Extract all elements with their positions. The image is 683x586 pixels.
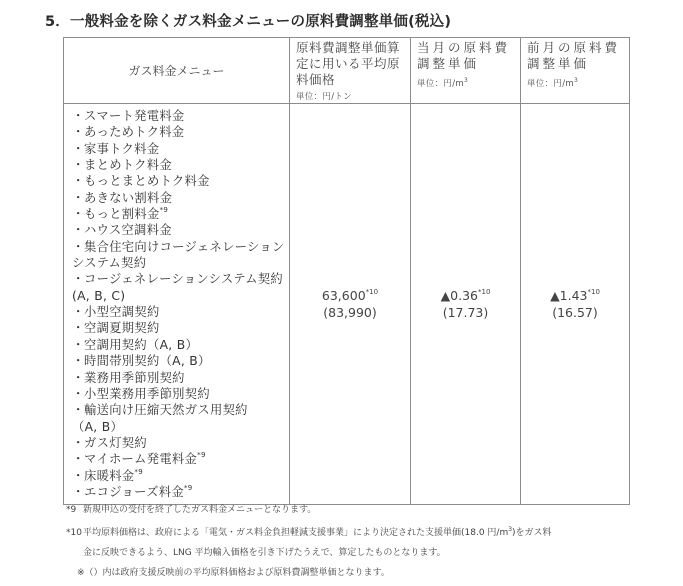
gas-menu-item (72, 451, 289, 467)
current-month-value: ▲0.36 (440, 288, 479, 304)
gas-menu-item (72, 239, 289, 255)
bullet-icon: ・ (72, 190, 85, 205)
gas-menu-item (72, 124, 289, 140)
gas-menu-item-label: コージェネレーションシステム契約 (84, 272, 284, 287)
gas-menu-item (72, 484, 289, 500)
gas-menu-item (72, 141, 289, 157)
footnote-10-label: *10 (66, 528, 82, 538)
gas-menu-item (72, 337, 289, 353)
gas-menu-list-cell (64, 104, 290, 505)
gas-menu-item (72, 353, 289, 369)
gas-menu-item-label: あきない割料金 (84, 190, 173, 205)
gas-menu-item (72, 468, 289, 484)
header-current-month-adjustment (411, 38, 521, 104)
unit-text: 単位：円/m (417, 78, 464, 89)
gas-menu-item-continuation: システム契約 (72, 256, 147, 271)
gas-menu-item-label: まとめトク料金 (84, 158, 172, 173)
gas-menu-item-label: マイホーム発電料金 (84, 452, 198, 467)
previous-month-value: ▲1.43 (550, 288, 588, 304)
gas-menu-item-label: 家事トク料金 (84, 141, 160, 156)
gas-menu-item-label: 空調用契約（A, B） (84, 337, 199, 352)
gas-menu-item (72, 271, 289, 287)
page-title: 5．一般料金を除くガス料金メニューの原料費調整単価(税込) (45, 14, 452, 30)
bullet-icon: ・ (72, 452, 85, 467)
header-average-raw-price-unit: 単位：円/トン (296, 92, 352, 102)
bullet-icon: ・ (72, 272, 85, 287)
gas-menu-list (72, 108, 289, 500)
gas-menu-item-label: 業務用季節別契約 (84, 370, 185, 385)
gas-menu-item-label: もっと割料金 (84, 207, 160, 222)
bullet-icon: ・ (72, 386, 85, 401)
footnote-10-text-b: )をガス料 (512, 528, 552, 538)
footnote-10-continuation: 金に反映できるよう、LNG 平均輸入価格を引き下げたうえで、算定したものとなります。 (83, 548, 446, 558)
bullet-icon: ・ (72, 125, 85, 140)
gas-menu-item-label: 空調夏期契約 (84, 321, 160, 336)
gas-menu-item (72, 435, 289, 451)
average-raw-price-value-line (290, 287, 410, 304)
gas-menu-item-label: スマート発電料金 (84, 109, 185, 123)
bullet-icon: ・ (72, 158, 85, 173)
unit-superscript: 3 (463, 77, 469, 84)
current-month-before-support: (17.73) (442, 305, 489, 321)
header-previous-month-label: 前月の原料費調整単価 (527, 40, 621, 71)
bullet-icon: ・ (72, 354, 85, 369)
footnote-9 (66, 500, 552, 520)
current-month-adjustment-cell (411, 104, 521, 505)
gas-menu-item-label: あっためトク料金 (84, 125, 185, 140)
gas-menu-item (72, 206, 289, 222)
bullet-icon: ・ (72, 239, 85, 254)
footnote-ref: *10 (365, 288, 379, 297)
gas-menu-item-label: 集合住宅向けコージェネレーション (84, 239, 285, 254)
header-average-raw-price-label: 原料費調整単価算定に用いる平均原料価格 (296, 40, 401, 87)
previous-month-value-line (521, 287, 629, 304)
bullet-icon: ・ (72, 321, 85, 336)
bullet-icon: ・ (72, 337, 85, 352)
footnote-10 (66, 520, 552, 543)
footnotes (66, 500, 552, 583)
header-average-raw-price (290, 38, 411, 104)
bullet-icon: ・ (72, 141, 85, 156)
gas-menu-item (72, 108, 289, 124)
gas-menu-item-label: 時間帯別契約（A, B） (84, 354, 211, 369)
gas-menu-item (72, 190, 289, 206)
bullet-icon: ・ (72, 484, 85, 499)
table-header-row (64, 38, 630, 104)
raw-material-cost-table (63, 37, 630, 505)
footnote-ref: *10 (587, 288, 600, 297)
footnote-ref: *10 (478, 288, 491, 297)
bullet-icon: ・ (72, 207, 85, 222)
gas-menu-item (72, 370, 289, 386)
gas-menu-item (72, 304, 289, 320)
bullet-icon: ・ (72, 174, 85, 189)
gas-menu-item-label: 小型空調契約 (84, 305, 160, 320)
footnote-ref: *9 (183, 483, 193, 492)
footnote-parentheses-note: ※（）内は政府支援反映前の平均原料価格および原料費調整単価となります。 (77, 568, 390, 578)
header-current-month-unit (417, 75, 520, 90)
gas-menu-item-label: ハウス空調料金 (84, 223, 172, 238)
bullet-icon: ・ (72, 223, 85, 238)
average-raw-price-cell (290, 104, 411, 505)
footnote-9-text: 新規申込の受付を終了したガス料金メニューとなります。 (83, 505, 317, 515)
gas-menu-item-label: 輸送向け圧縮天然ガス用契約 (84, 403, 248, 418)
bullet-icon: ・ (72, 305, 85, 320)
gas-menu-item (72, 320, 289, 336)
bullet-icon: ・ (72, 370, 85, 385)
footnote-10-text-a: 平均原料価格は、政府による「電気・ガス料金負担軽減支援事業」により決定された支援単価(18.0 円/m (83, 528, 509, 538)
gas-menu-item-label: ガス灯契約 (84, 435, 147, 450)
gas-menu-item-label: もっとまとめトク料金 (84, 174, 210, 189)
gas-menu-item (72, 402, 289, 418)
header-current-month-label: 当月の原料費調整単価 (417, 40, 511, 71)
unit-text: 単位：円/m (527, 78, 574, 89)
bullet-icon: ・ (72, 403, 85, 418)
bullet-icon: ・ (72, 109, 85, 123)
footnote-ref: *9 (134, 467, 143, 476)
gas-menu-item-label: 小型業務用季節別契約 (84, 386, 210, 401)
previous-month-adjustment-cell (521, 104, 630, 505)
footnote-ref: *9 (197, 451, 206, 460)
unit-superscript: 3 (573, 77, 579, 84)
gas-menu-item-continuation: (A, B, C) (72, 288, 126, 303)
current-month-value-line (411, 287, 520, 304)
gas-menu-item (72, 386, 289, 402)
table-body-row (64, 104, 630, 505)
footnote-10-superscript: 3 (508, 526, 513, 533)
previous-month-before-support: (16.57) (552, 305, 598, 321)
gas-menu-item (72, 222, 289, 238)
gas-menu-item (72, 157, 289, 173)
footnote-ref: *9 (159, 206, 169, 215)
bullet-icon: ・ (72, 468, 85, 483)
bullet-icon: ・ (72, 435, 85, 450)
footnote-9-label: *9 (66, 505, 77, 515)
header-previous-month-unit (527, 75, 629, 90)
gas-menu-item-continuation: （A, B） (72, 419, 124, 434)
average-raw-price-before-support: (83,990) (323, 305, 377, 321)
gas-menu-item (72, 173, 289, 189)
header-previous-month-adjustment (521, 38, 630, 104)
gas-menu-item-label: 床暖料金 (84, 468, 135, 483)
header-gas-menu: ガス料金メニュー (64, 38, 290, 104)
average-raw-price-value: 63,600 (321, 288, 366, 304)
gas-menu-item-label: エコジョーズ料金 (84, 484, 184, 499)
